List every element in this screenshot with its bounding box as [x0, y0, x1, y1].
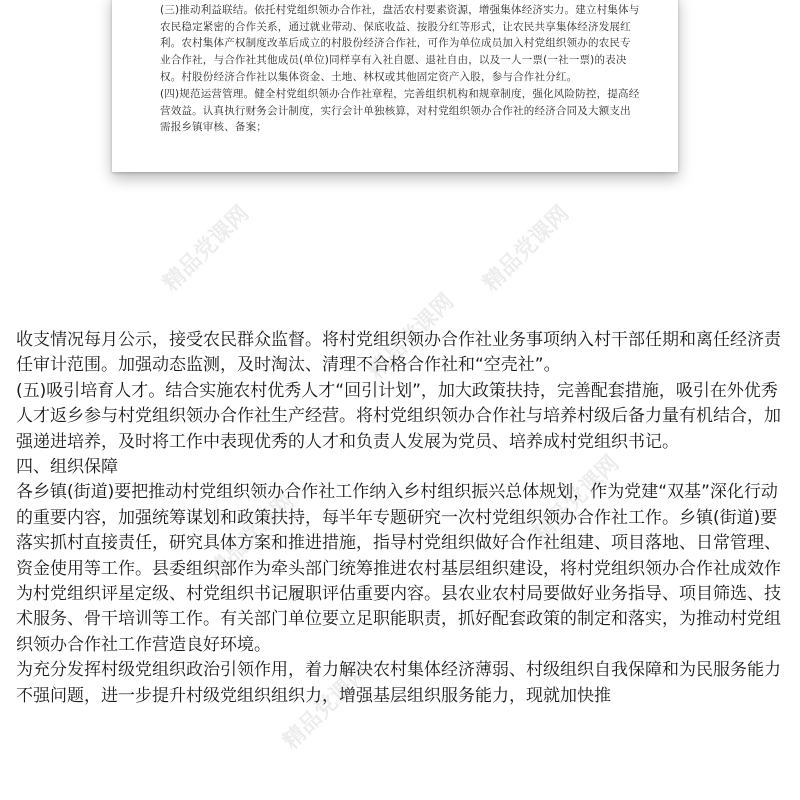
watermark: 精品党课网 — [158, 201, 255, 297]
body-paragraph: (五)吸引培育人才。结合实施农村优秀人才“回引计划”，加大政策扶持，完善配套措施，吸引在外优秀人才返乡参与村党组织领办合作社生产经营。将村党组织领办合作社与培养村级后备力量有机结合，加强递进培养，及时将工作中表现优秀的人才和负责人发展为党员、培养成村党组织书记。 — [16, 380, 781, 452]
body-paragraph: 各乡镇(街道)要把推动村党组织领办合作社工作纳入乡村组织振兴总体规划，作为党建“双基”深化行动的重要内容，加强统筹谋划和政策扶持，每半年专题研究一次村党组织领办合作社工作。乡镇(街道)要落实抓村直接责任，研究具体方案和推进措施，指导村党组织做好合作社组建、项目落地、日常管理、资金使用等工作。县委组织部作为牵头部门统筹推进农村基层组织建设，将村党组织领办合作社成效作为村党组织评星定级、村党组织书记履职评估重要内容。县农业农村局要做好业务指导、项目筛选、技术服务、骨干培训等工作。有关部门单位要立足职能职责，抓好配套政策的制定和落实，为推动村党组织领办合作社工作营造良好环境。 — [16, 482, 781, 655]
body-paragraph: 收支情况每月公示，接受农民群众监督。将村党组织领办合作社业务事项纳入村干部任期和离任经济责任审计范围。加强动态监测，及时淘汰、清理不合格合作社和“空壳社”。 — [16, 330, 781, 376]
document-page-preview — [112, 0, 678, 172]
watermark: 精品党课网 — [528, 451, 625, 547]
preview-paragraph: (三)推动利益联结。依托村党组织领办合作社，盘活农村要素资源，增强集体经济实力。建立村集体与农民稳定紧密的合作关系，通过就业带动、保底收益、按股分红等形式，让农民共享集体经济发展红利。农村集体产权制度改革后成立的村股份经济合作社，可作为单位成员加入村党组织领办的农民专业合作社，与合作社其他成员(单位)同样享有入社自愿、退社自由，以及一人一票(一社一票)的表决权。村股份经济合作社以集体资金、土地、林权或其他固定资产入股，参与合作社分红。 — [160, 3, 640, 83]
watermark: 精品党课网 — [363, 289, 460, 385]
watermark: 精品党课网 — [203, 489, 300, 585]
watermark: 精品党课网 — [478, 201, 575, 297]
preview-paragraph: (四)规范运营管理。健全村党组织领办合作社章程，完善组织机构和规章制度，强化风险防控，提高经营效益。认真执行财务会计制度，实行会计单独核算，对村党组织领办合作社的经济合同及大额支出需报乡镇审核、备案； — [160, 87, 640, 134]
watermark: 精品党课网 — [278, 659, 375, 755]
section-heading: 四、组织保障 — [16, 457, 118, 478]
document-body — [16, 328, 786, 709]
preview-text — [160, 0, 640, 136]
body-paragraph: 为充分发挥村级党组织政治引领作用，着力解决农村集体经济薄弱、村级组织自我保障和为民服务能力不强问题，进一步提升村级党组织组织力，增强基层组织服务能力，现就加快推 — [16, 660, 781, 706]
